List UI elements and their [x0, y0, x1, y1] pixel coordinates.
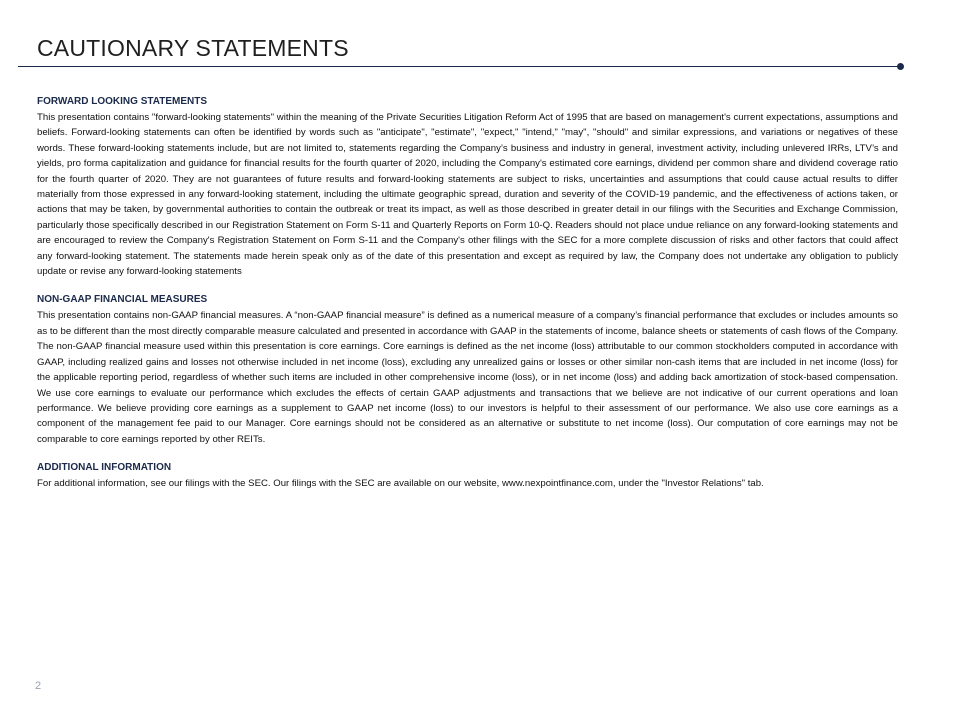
- section-heading: NON-GAAP FINANCIAL MEASURES: [37, 294, 208, 306]
- section-non-gaap: [37, 293, 898, 447]
- section-heading: ADDITIONAL INFORMATION: [37, 462, 172, 474]
- section-paragraph: This presentation contains "forward-looking statements" within the meaning of the Private Securities Litigation Reform Act of 1995 that are based on management's current expectations, assumptions and beliefs. Forward-looking statements can often be identified by words such as "anticipate", "estimate", "expect," "intend," "may", "should" and similar expressions, and variations or negatives of these words. These forward-looking statements include, but are not limited to, statements regarding the Company’s business and industry in general, investment activity, including unlevered IRRs, LTV’s and yields, pro forma capitalization and guidance for financial results for the fourth quarter of 2020, including the Company's estimated core earnings, dividend per common share and dividend coverage ratio for the fourth quarter of 2020. They are not guarantees of future results and forward-looking statements are subject to risks, uncertainties and assumptions that could cause actual results to differ materially from those expressed in any forward-looking statement, including the ultimate geographic spread, duration and severity of the COVID-19 pandemic, and the effectiveness of actions taken, or actions that may be taken, by governmental authorities to contain the outbreak or treat its impact, as well as those described in greater detail in our filings with the Securities and Exchange Commission, particularly those specifically described in our Registration Statement on Form S-11 and Quarterly Reports on Form 10-Q. Readers should not place undue reliance on any forward-looking statements and are encouraged to review the Company's Registration Statement on Form S-11 and the Company's other filings with the SEC for a more complete discussion of risks and other factors that could affect any forward-looking statement. The statements made herein speak only as of the date of this presentation and except as required by law, the Company does not undertake any obligation to publicly update or revise any forward-looking statements: [37, 112, 898, 278]
- document-body: [37, 95, 898, 506]
- section-paragraph: This presentation contains non-GAAP financial measures. A “non-GAAP financial measure” is defined as a numerical measure of a company’s financial performance that excludes or includes amounts so as to be different than the most directly comparable measure calculated and presented in accordance with GAAP in the statements of income, balance sheets or statements of cash flows of the Company. The non-GAAP financial measure used within this presentation is core earnings. Core earnings is defined as the net income (loss) attributable to our common stockholders computed in accordance with GAAP, including realized gains and losses not otherwise included in net income (loss), excluding any unrealized gains or losses or other similar non-cash items that are included in net income (loss) for the applicable reporting period, regardless of whether such items are included in other comprehensive income (loss), or in net income (loss) and adding back amortization of stock-based compensation. We use core earnings to evaluate our performance which excludes the effects of certain GAAP adjustments and transactions that we believe are not indicative of our current operations and loan performance. We believe providing core earnings as a supplement to GAAP net income (loss) to our investors is helpful to their assessment of our performance. We also use core earnings as a component of the management fee paid to our Manager. Core earnings should not be considered as an alternative or substitute to net income (loss). Our computation of core earnings may not be comparable to core earnings reported by other REITs.: [37, 310, 898, 445]
- section-paragraph: For additional information, see our filings with the SEC. Our filings with the SEC are available on our website, www.nexpointfinance.com, under the "Investor Relations" tab.: [37, 478, 764, 490]
- section-additional-info: [37, 461, 898, 491]
- divider-dot-icon: [897, 63, 904, 70]
- page-number: 2: [35, 680, 42, 692]
- section-forward-looking: [37, 95, 898, 279]
- title-divider: [18, 66, 900, 67]
- section-heading: FORWARD LOOKING STATEMENTS: [37, 96, 207, 107]
- page-title: CAUTIONARY STATEMENTS: [37, 35, 349, 61]
